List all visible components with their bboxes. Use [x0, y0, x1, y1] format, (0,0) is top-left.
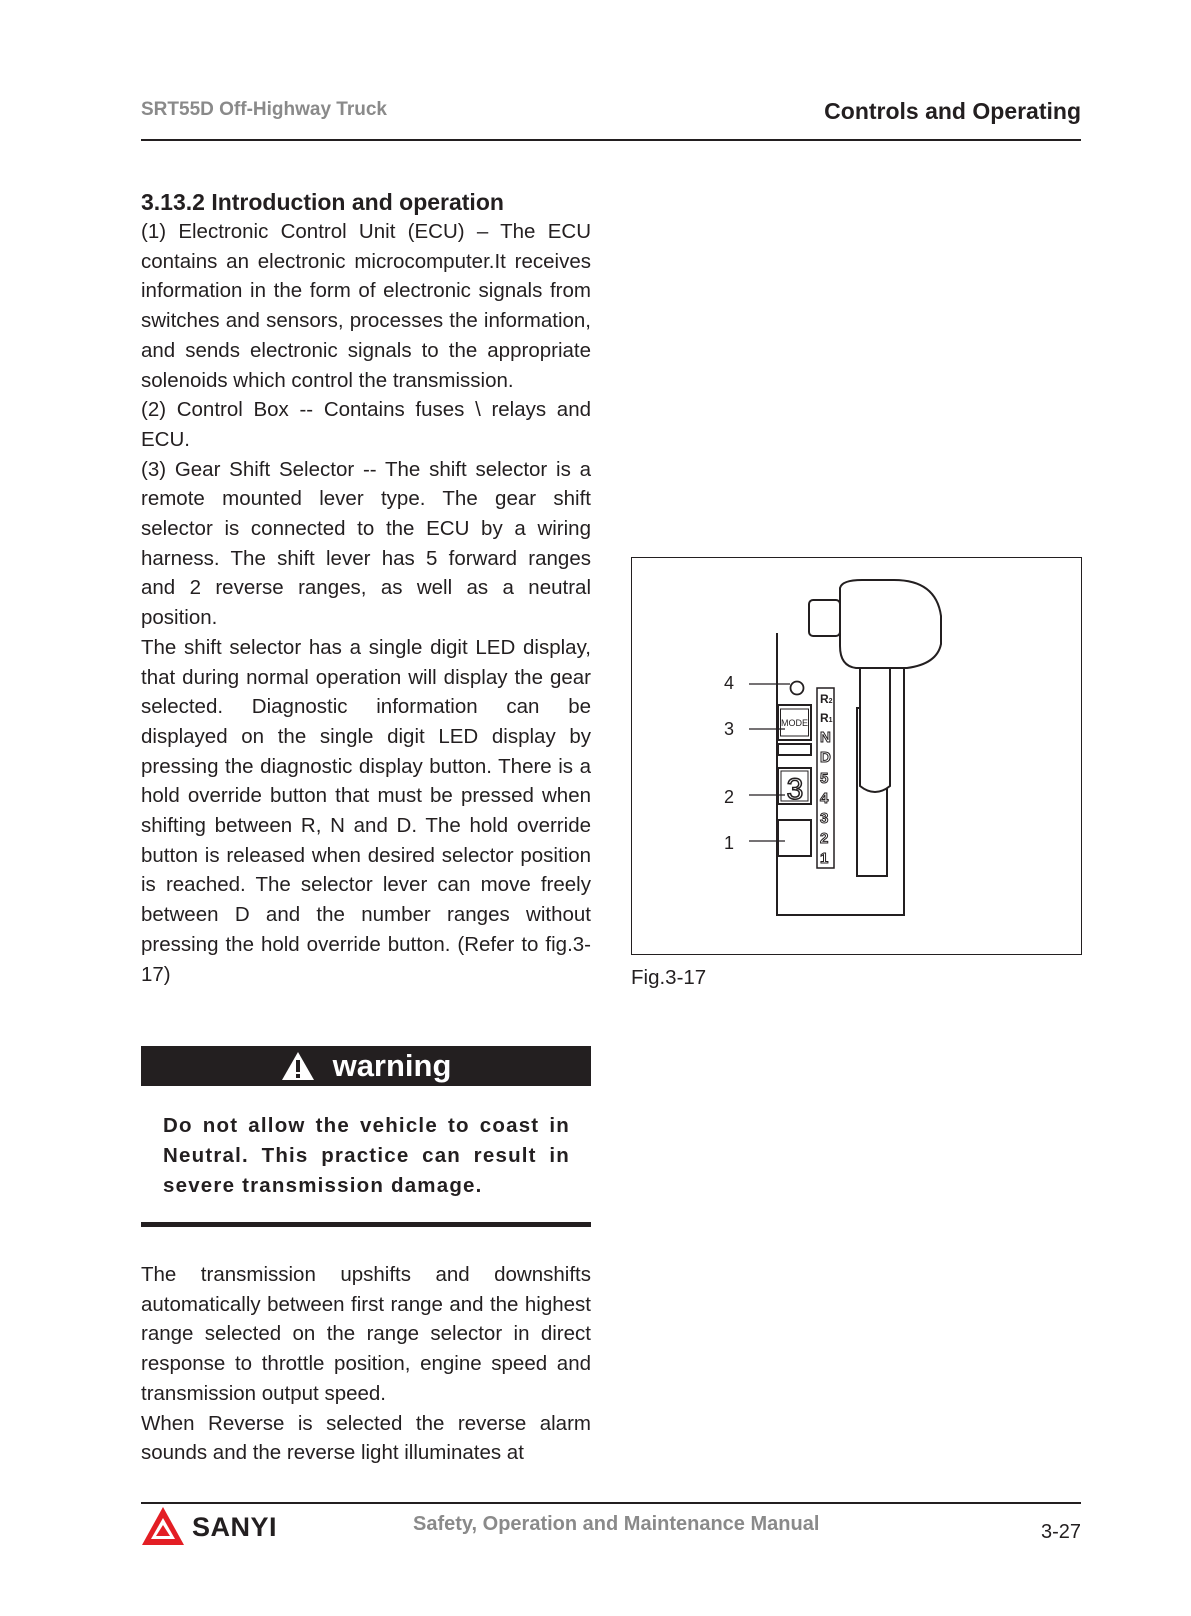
hold-override-button: [809, 600, 840, 636]
gear-position-r2: R2: [820, 692, 833, 706]
document-title: SRT55D Off-Highway Truck: [141, 99, 387, 120]
gear-position-3: 3: [820, 810, 829, 827]
paragraph-reverse: When Reverse is selected the reverse alarm sounds and the reverse light illuminates at: [141, 1411, 591, 1465]
header-divider: [141, 139, 1081, 141]
manual-title: Safety, Operation and Maintenance Manual: [413, 1513, 820, 1535]
footer-divider: [141, 1502, 1081, 1504]
page-number: 3-27: [1040, 1521, 1081, 1543]
gear-position-1: 1: [820, 850, 829, 867]
callout-2: 2: [724, 787, 735, 807]
indicator-light: [791, 682, 804, 695]
gear-position-2: 2: [820, 830, 829, 847]
gear-position-r1: R1: [820, 711, 833, 725]
mode-button-bar: [778, 744, 811, 755]
warning-text: Do not allow the vehicle to coast in Neutral. This practice can result in severe transmission damage.: [163, 1114, 570, 1197]
gear-position-5: 5: [820, 770, 829, 787]
brand-name: SANYI: [192, 1511, 278, 1542]
transmission-content: [141, 1260, 591, 1468]
warning-banner: [141, 1046, 591, 1086]
callout-1: 1: [724, 833, 735, 853]
chapter-title: Controls and Operating: [824, 98, 1081, 124]
lever-handle: [840, 580, 941, 668]
callout-4: 4: [724, 673, 735, 693]
paragraph-ecu: (1) Electronic Control Unit (ECU) – The ECU contains an electronic microcomputer.It receives information in the form of electronic signals from switches and sensors, processes the information, and sends electronic signals to the appropriate solenoids which control the transmission.: [141, 220, 591, 392]
paragraph-gear-shift-selector: (3) Gear Shift Selector -- The shift selector is a remote mounted lever type. The gear shift selector is connected to the ECU by a wiring harness. The shift lever has 5 forward ranges and 2 reverse ranges, as well as a neutral position.: [141, 457, 591, 630]
gear-position-4: 4: [820, 790, 829, 807]
sanyi-logo: [140, 1505, 277, 1549]
gear-position-labels: [820, 692, 833, 867]
shift-selector-diagram: [632, 558, 1083, 956]
figure-caption: Fig.3-17: [631, 966, 707, 989]
sanyi-logo-icon: [140, 1505, 186, 1549]
callout-3: 3: [724, 719, 735, 739]
section-content: [141, 187, 591, 989]
paragraph-shifting: The transmission upshifts and downshifts automatically between first range and the highest range selected on the range selector in direct response to throttle position, engine speed and transmission output speed.: [141, 1263, 591, 1405]
paragraph-control-box: (2) Control Box -- Contains fuses \ relays and ECU.: [141, 398, 591, 451]
lever-stem: [860, 660, 890, 792]
gear-position-d: D: [820, 749, 831, 766]
section-title: 3.13.2 Introduction and operation: [141, 189, 504, 215]
led-display-digit: 3: [786, 773, 804, 806]
paragraph-led-display: The shift selector has a single digit LED display, that during normal operation will display the gear selected. Diagnostic information can be displayed on the single digit LED display by pressing the diagnostic display button. There is a hold override button that must be pressed when shifting between R, N and D. The hold override button is released when desired selector position is reached. The selector lever can move freely between D and the number ranges without pressing the hold override button. (Refer to fig.3-17): [141, 635, 591, 986]
mode-button-label: MODE: [781, 718, 808, 728]
warning-triangle-icon: [281, 1051, 315, 1081]
warning-divider: [141, 1222, 591, 1227]
gear-position-n: N: [820, 729, 831, 746]
shift-selector-figure: [631, 557, 1082, 955]
warning-label: warning: [332, 1048, 452, 1083]
diagnostic-display-button: [778, 820, 811, 856]
